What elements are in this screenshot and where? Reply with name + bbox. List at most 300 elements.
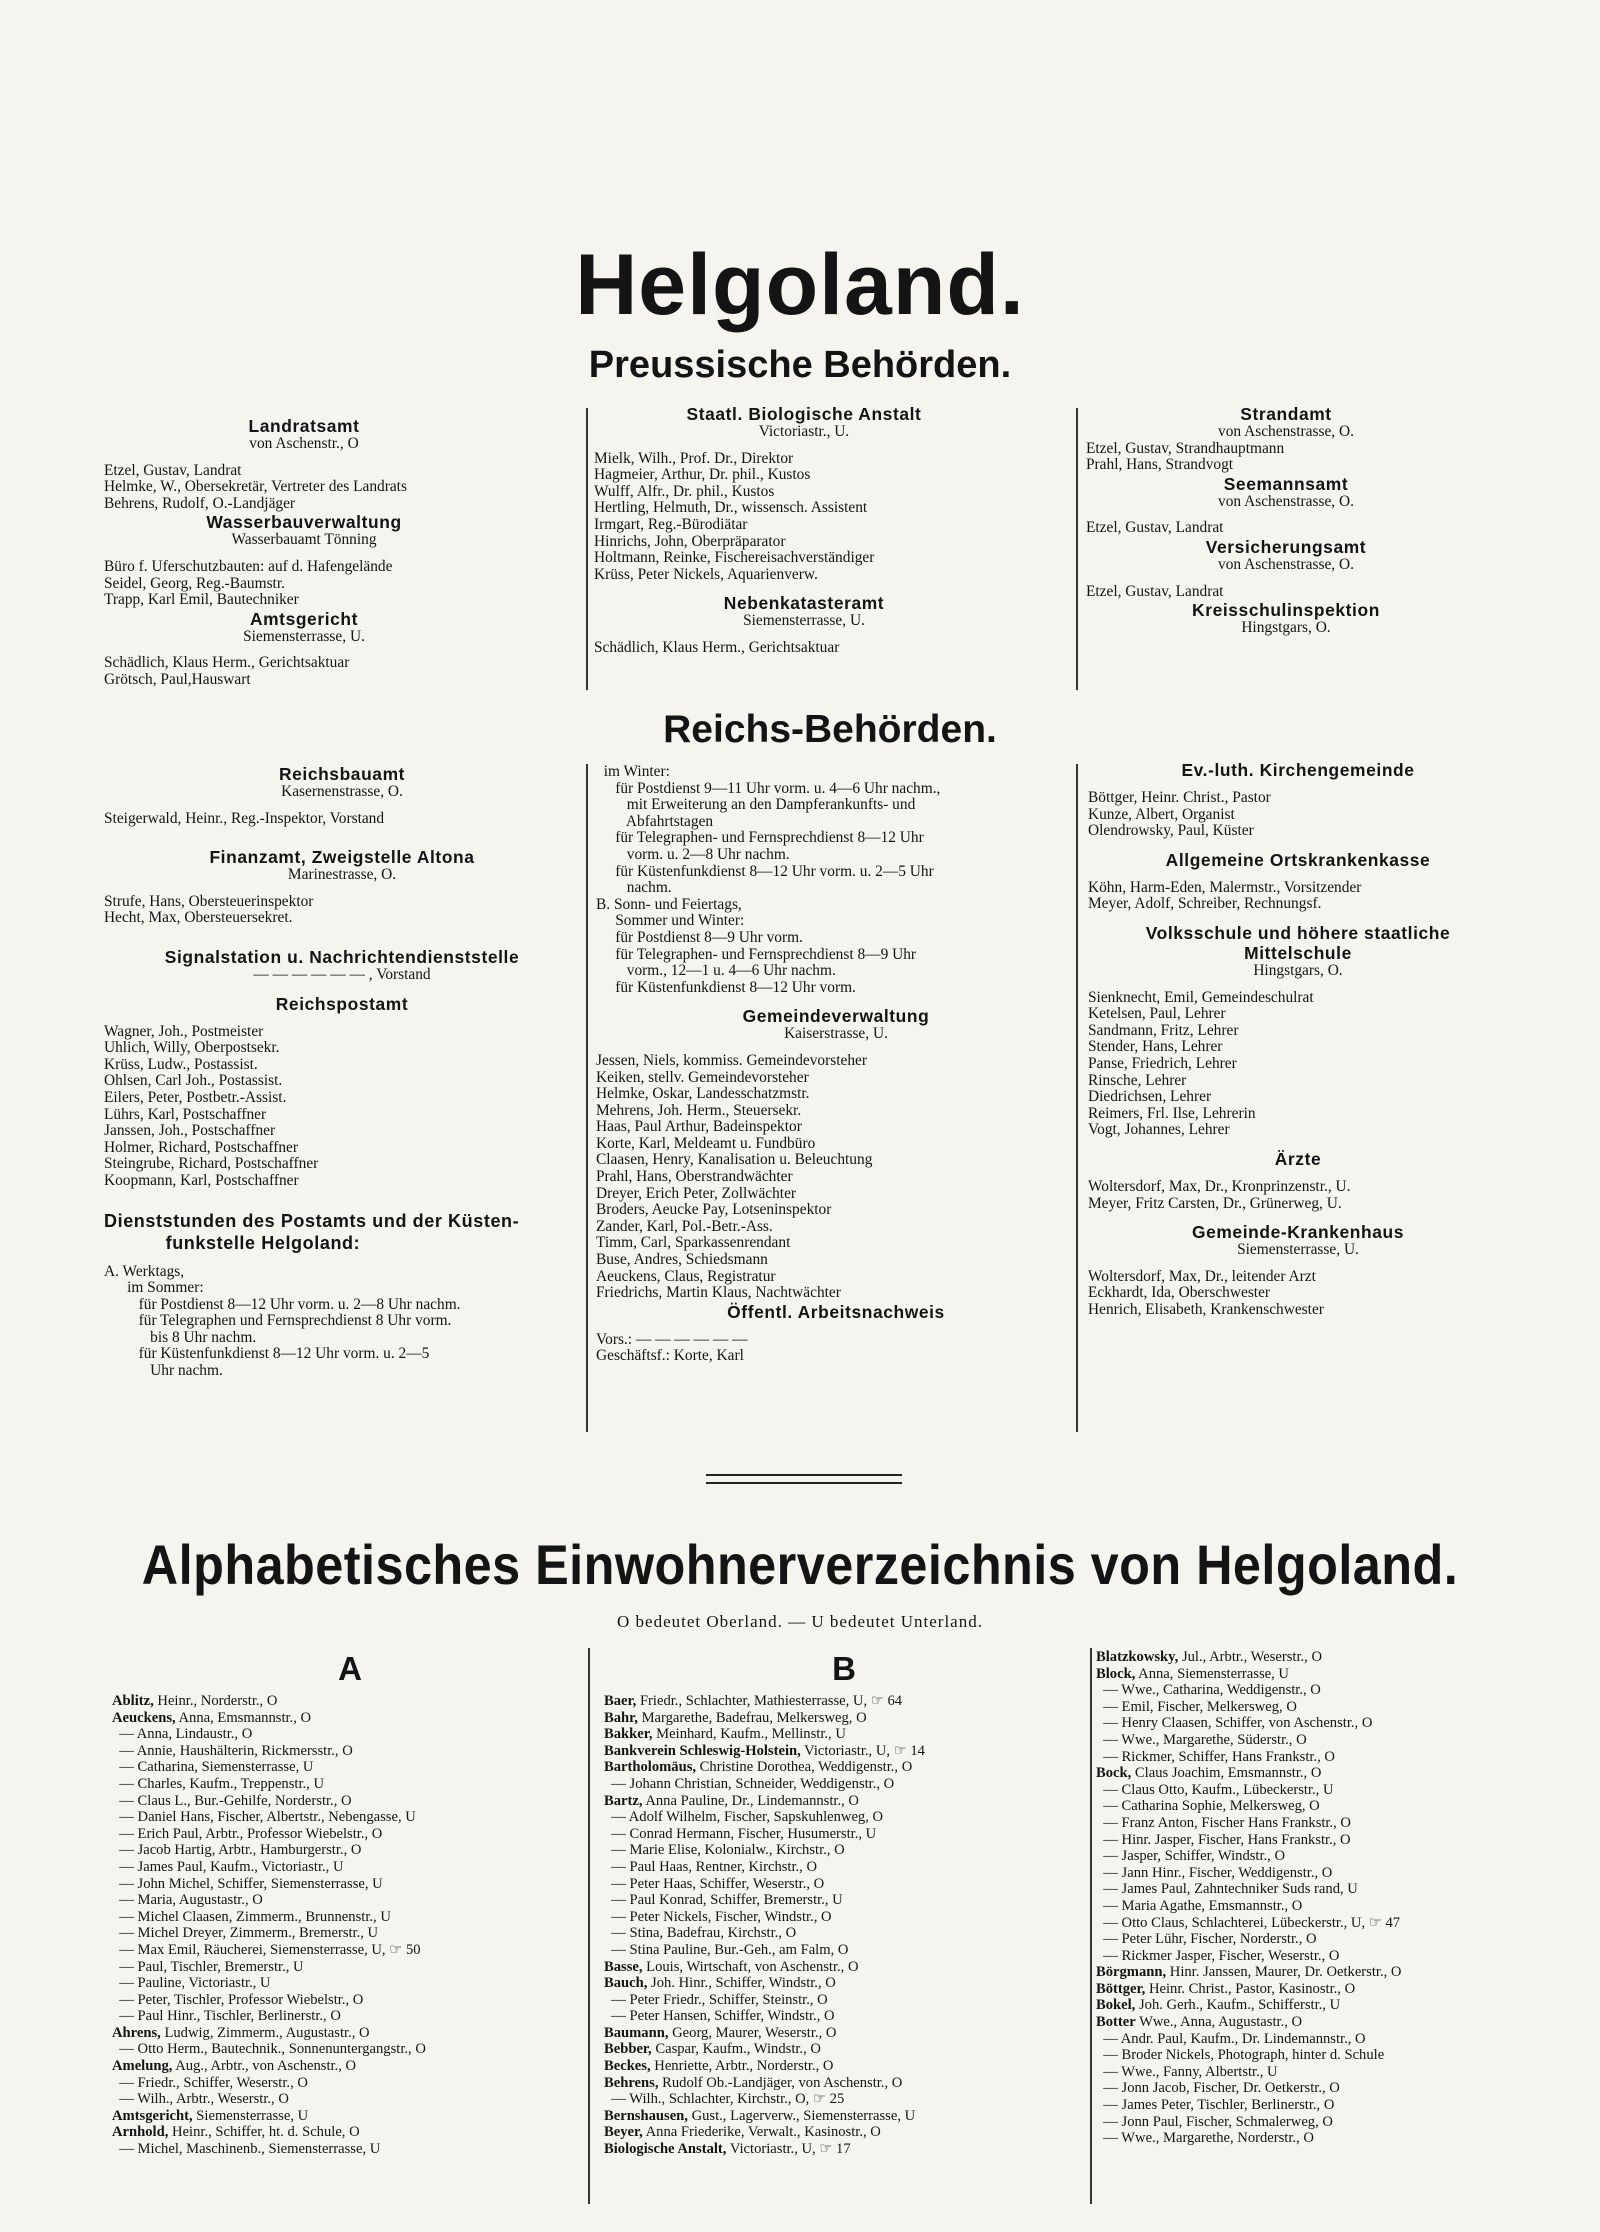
entry-surname: Ablitz,: [112, 1693, 154, 1709]
entry-line: für Küstenfunkdienst 8—12 Uhr vorm. u. 2—5 Uhr: [596, 863, 934, 880]
entry-details: Wwe., Anna, Augustastr., O: [1135, 2014, 1303, 2031]
entry-line: für Telegraphen und Fernsprechdienst 8 Uhr vorm.: [104, 1313, 452, 1330]
section-heading: Öffentl. Arbeitsnachweis: [727, 1301, 945, 1322]
entry-line: Trapp, Karl Emil, Bautechniker: [104, 592, 299, 609]
entry-line: Hertling, Helmuth, Dr., wissensch. Assistent: [594, 500, 868, 517]
entry-line: Janssen, Joh., Postschaffner: [104, 1123, 276, 1140]
directory-entry: [604, 1876, 1088, 1893]
spacer: [596, 1043, 1076, 1053]
spacer: [1088, 913, 1508, 923]
entry-details: — Peter Hansen, Schiffer, Windstr., O: [604, 2008, 835, 2025]
section-heading: Reichsbauamt: [278, 764, 406, 784]
directory-entry: [604, 1942, 1088, 1959]
directory-entry: [112, 1959, 584, 1976]
directory-entry: [1096, 1931, 1572, 1948]
section-address: Kaiserstrasse, U.: [784, 1026, 888, 1043]
section-heading: Landratsamt: [248, 416, 360, 436]
spacer: [594, 630, 1014, 640]
spacer: [1088, 1139, 1508, 1149]
entry-line: bis 8 Uhr nachm.: [104, 1329, 257, 1346]
section-address: Hingstgars, O.: [1241, 620, 1331, 637]
entry-details: — Charles, Kaufm., Treppenstr., U: [112, 1775, 325, 1792]
left-lower-column: [104, 764, 580, 1380]
spacer: [104, 645, 504, 655]
entry-details: Siemensterrasse, U: [192, 2107, 309, 2124]
directory-entry: [1096, 1981, 1572, 1998]
entry-line: Wagner, Joh., Postmeister: [104, 1023, 264, 1040]
entry-line: Sommer und Winter:: [596, 913, 745, 930]
directory-entry: [112, 1693, 584, 1710]
directory-entry: [1096, 2097, 1572, 2114]
directory-legend: O bedeutet Oberland. — U bedeutet Unterland.: [617, 1612, 983, 1631]
entry-details: — Peter, Tischler, Professor Wiebelstr., O: [112, 1991, 364, 2008]
entry-details: — Jann Hinr., Fischer, Weddigenstr., O: [1096, 1864, 1333, 1881]
spacer: [1088, 870, 1508, 880]
spacer: [1088, 780, 1508, 790]
entry-details: — Henry Claasen, Schiffer, von Aschenstr., O: [1096, 1715, 1373, 1732]
entry-surname: Bebber,: [604, 2041, 652, 2058]
entry-details: — Erich Paul, Arbtr., Professor Wiebelstr., O: [112, 1825, 383, 1842]
entry-line: für Postdienst 8—9 Uhr vorm.: [596, 929, 803, 946]
entry-line: Etzel, Gustav, Landrat: [1086, 583, 1224, 600]
directory-entry: [112, 1759, 584, 1776]
entry-details: — Wwe., Margarethe, Norderstr., O: [1096, 2130, 1314, 2147]
directory-entry: [1096, 2130, 1572, 2147]
directory-entry: [1096, 1765, 1572, 1782]
entry-line: Timm, Carl, Sparkassenrendant: [596, 1235, 791, 1252]
directory-entry: [604, 1909, 1088, 1926]
directory-entry: [112, 1726, 584, 1743]
directory-entry: [112, 2141, 584, 2158]
entry-details: — James Paul, Kaufm., Victoriastr., U: [112, 1858, 344, 1875]
section-heading: Gemeindeverwaltung: [742, 1006, 930, 1027]
entry-details: Heinr. Christ., Pastor, Kasinostr., O: [1145, 1980, 1356, 1997]
directory-entry: [112, 1892, 584, 1909]
entry-details: Anna, Emsmannstr., O: [175, 1709, 312, 1726]
directory-entry: [604, 2141, 1088, 2158]
middle-lower-column: [596, 764, 1076, 1365]
entry-details: — Adolf Wilhelm, Fischer, Sapskuhlenweg, O: [604, 1809, 884, 1826]
section-heading: Seemannsamt: [1223, 473, 1349, 494]
directory-entry: [1096, 2064, 1572, 2081]
entry-line: Holmer, Richard, Postschaffner: [104, 1139, 298, 1156]
directory-entry: [1096, 1848, 1572, 1865]
entry-details: — James Paul, Zahntechniker Suds rand, U: [1096, 1881, 1358, 1898]
spacer: [104, 549, 504, 559]
directory-entry: [1096, 1782, 1572, 1799]
entry-line: vorm. u. 2—8 Uhr nachm.: [596, 846, 790, 863]
spacer: [104, 801, 580, 811]
entry-surname: Baer,: [604, 1693, 637, 1709]
entry-details: — Wwe., Fanny, Albertstr., U: [1096, 2063, 1278, 2080]
directory-entry: [1096, 2031, 1572, 2048]
section-heading: Strandamt: [1240, 404, 1332, 424]
directory-entry: [1096, 1915, 1572, 1932]
entry-details: Joh. Hinr., Schiffer, Windstr., O: [647, 1975, 836, 1992]
spacer: [104, 984, 580, 994]
directory-entry: [604, 1826, 1088, 1843]
section-heading: Gemeinde-Krankenhaus: [1191, 1222, 1405, 1243]
entry-details: Anna Pauline, Dr., Lindemannstr., O: [642, 1792, 859, 1809]
entry-details: Aug., Arbtr., von Aschenstr., O: [172, 2058, 357, 2075]
directory-entry: [604, 2091, 1088, 2108]
entry-details: — Andr. Paul, Kaufm., Dr. Lindemannstr., O: [1096, 2030, 1366, 2047]
directory-entry: [112, 1743, 584, 1760]
directory-entry: [604, 2075, 1088, 2092]
column-divider-2: [1076, 408, 1078, 690]
entry-details: — Friedr., Schiffer, Weserstr., O: [112, 2074, 308, 2091]
spacer: [1088, 1212, 1508, 1222]
directory-column-b: [604, 1693, 1088, 2158]
directory-entry: [1096, 1898, 1572, 1915]
entry-details: Meinhard, Kaufm., Mellinstr., U: [652, 1726, 846, 1743]
entry-line: im Sommer:: [104, 1280, 204, 1297]
entry-line: Lührs, Karl, Postschaffner: [104, 1106, 267, 1123]
directory-title: Alphabetisches Einwohnerverzeichnis von Helgoland.: [141, 1533, 1459, 1596]
directory-entry: [112, 1793, 584, 1810]
section-address: Victoriastr., U.: [758, 424, 850, 440]
entry-line: Meyer, Fritz Carsten, Dr., Grünerweg, U.: [1088, 1195, 1342, 1212]
spacer: [104, 827, 580, 837]
entry-line: Friedrichs, Martin Klaus, Nachtwächter: [596, 1285, 841, 1302]
directory-entry: [112, 1842, 584, 1859]
entry-line: Prahl, Hans, Strandvogt: [1086, 457, 1234, 474]
directory-entry: [112, 1925, 584, 1942]
entry-details: — Johann Christian, Schneider, Weddigenstr., O: [604, 1775, 895, 1792]
entry-details: — Franz Anton, Fischer Hans Frankstr., O: [1096, 1814, 1351, 1831]
entry-line: im Winter:: [596, 764, 670, 780]
section-address: Marinestrasse, O.: [287, 867, 397, 884]
directory-entry: [112, 2025, 584, 2042]
directory-entry: [112, 2041, 584, 2058]
directory-entry: [1096, 1715, 1572, 1732]
directory-entry: [1096, 1732, 1572, 1749]
entry-details: — Max Emil, Räucherei, Siemensterrasse, U, ☞ 50: [112, 1941, 421, 1958]
entry-details: — Maria, Augustastr., O: [112, 1892, 263, 1909]
directory-entry: [604, 2025, 1088, 2042]
directory-entry: [604, 1992, 1088, 2009]
entry-line: Böttger, Heinr. Christ., Pastor: [1088, 790, 1271, 806]
directory-entry: [1096, 1964, 1572, 1981]
entry-surname: Aeuckens,: [112, 1709, 176, 1726]
section-address: von Aschenstrasse, O.: [1218, 424, 1354, 440]
entry-details: — Claus Otto, Kaufm., Lübeckerstr., U: [1096, 1781, 1334, 1798]
entry-details: Georg, Maurer, Weserstr., O: [668, 2024, 837, 2041]
directory-entry: [604, 1975, 1088, 1992]
entry-line: für Postdienst 9—11 Uhr vorm. u. 4—6 Uhr nachm.,: [596, 780, 941, 797]
directory-entry: [604, 1710, 1088, 1727]
entry-line: Prahl, Hans, Oberstrandwächter: [596, 1169, 793, 1186]
entry-line: vorm., 12—1 u. 4—6 Uhr nachm.: [596, 963, 836, 980]
directory-entry: [112, 1776, 584, 1793]
spacer: [104, 937, 580, 947]
directory-entry: [1096, 1997, 1572, 2014]
entry-line: Rinsche, Lehrer: [1088, 1072, 1187, 1089]
entry-details: — James Peter, Tischler, Berlinerstr., O: [1096, 2097, 1335, 2114]
entry-details: — Peter Nickels, Fischer, Windstr., O: [604, 1908, 832, 1925]
section-heading: Amtsgericht: [249, 608, 359, 629]
entry-line: Hagmeier, Arthur, Dr. phil., Kustos: [594, 467, 811, 484]
entry-line: Buse, Andres, Schiedsmann: [596, 1252, 768, 1269]
entry-details: Caspar, Kaufm., Windstr., O: [651, 2041, 821, 2058]
directory-column-b-cont: [1096, 1649, 1572, 2147]
entry-line: Sienknecht, Emil, Gemeindeschulrat: [1088, 989, 1314, 1006]
entry-line: A. Werktags,: [104, 1263, 185, 1280]
column-divider-4: [1076, 764, 1078, 1432]
entry-surname: Bauch,: [604, 1975, 648, 1992]
section-address: — — — — — — , Vorstand: [253, 966, 431, 983]
middle-upper-column: [594, 404, 1014, 657]
entry-line: Strufe, Hans, Obersteuerinspektor: [104, 893, 314, 910]
spacer: [104, 1254, 580, 1264]
entry-details: — Wilh., Schlachter, Kirchstr., O, ☞ 25: [604, 2091, 845, 2108]
entry-line: für Küstenfunkdienst 8—12 Uhr vorm. u. 2—5: [104, 1346, 430, 1363]
spacer: [104, 837, 580, 847]
entry-line: für Postdienst 8—12 Uhr vorm. u. 2—8 Uhr nachm.: [104, 1296, 461, 1313]
entry-details: — Paul Hinr., Tischler, Berlinerstr., O: [112, 2008, 341, 2025]
spacer: [104, 884, 580, 894]
entry-line: Steingrube, Richard, Postschaffner: [104, 1156, 319, 1173]
entry-details: Louis, Wirtschaft, von Aschenstr., O: [642, 1958, 859, 1975]
entry-line: Diedrichsen, Lehrer: [1088, 1089, 1212, 1106]
entry-details: — Daniel Hans, Fischer, Albertstr., Nebengasse, U: [112, 1809, 416, 1826]
entry-line: Keiken, stellv. Gemeindevorsteher: [596, 1069, 809, 1086]
directory-entry: [604, 1809, 1088, 1826]
section-address: von Aschenstrasse, O.: [1218, 493, 1354, 510]
section-heading: Wasserbauverwaltung: [206, 512, 402, 533]
entry-surname: Baumann,: [604, 2024, 669, 2041]
entry-line: Helmke, W., Obersekretär, Vertreter des Landrats: [104, 479, 407, 496]
entry-line: Reimers, Frl. Ilse, Lehrerin: [1088, 1105, 1256, 1122]
entry-details: Hinr. Janssen, Maurer, Dr. Oetkerstr., O: [1166, 1964, 1402, 1981]
entry-details: — Maria Agathe, Emsmannstr., O: [1096, 1897, 1303, 1914]
directory-entry: [1096, 2047, 1572, 2064]
entry-line: Ketelsen, Paul, Lehrer: [1088, 1006, 1226, 1023]
entry-line: nachm.: [596, 880, 672, 897]
spacer: [594, 441, 1014, 451]
directory-entry: [604, 1776, 1088, 1793]
directory-entry: [112, 2124, 584, 2141]
directory-entry: [1096, 1815, 1572, 1832]
entry-surname: Bakker,: [604, 1726, 653, 1743]
directory-entry: [604, 1743, 1088, 1760]
directory-entry: [1096, 1832, 1572, 1849]
section-heading: Nebenkatasteramt: [723, 593, 885, 614]
entry-details: — Stina, Badefrau, Kirchstr., O: [604, 1925, 797, 1942]
entry-line: Meyer, Adolf, Schreiber, Rechnungsf.: [1088, 896, 1322, 913]
entry-line: Büro f. Uferschutzbauten: auf d. Hafengelände: [104, 558, 393, 575]
spacer: [596, 996, 1076, 1006]
entry-line: Krüss, Peter Nickels, Aquarienverw.: [594, 566, 818, 583]
entry-details: — Peter Friedr., Schiffer, Steinstr., O: [604, 1991, 828, 2008]
entry-line: Broders, Aeucke Pay, Lotseninspektor: [596, 1202, 832, 1219]
entry-surname: Block,: [1096, 1665, 1136, 1682]
entry-details: Friedr., Schlachter, Mathiesterrasse, U, ☞ 64: [636, 1693, 903, 1709]
entry-line: Claasen, Henry, Kanalisation u. Beleuchtung: [596, 1152, 873, 1169]
entry-details: — Claus L., Bur.-Gehilfe, Norderstr., O: [112, 1792, 352, 1809]
entry-surname: Bahr,: [604, 1709, 638, 1726]
entry-details: — Stina Pauline, Bur.-Geh., am Falm, O: [604, 1941, 849, 1958]
entry-surname: Beyer,: [604, 2124, 643, 2141]
entry-line: Schädlich, Klaus Herm., Gerichtsaktuar: [104, 655, 350, 672]
spacer: [1088, 1259, 1508, 1269]
directory-entry: [112, 1826, 584, 1843]
entry-line: Grötsch, Paul,Hauswart: [104, 671, 251, 688]
reichs-behoerden-title: Reichs-Behörden.: [663, 708, 997, 751]
directory-entry: [604, 2008, 1088, 2025]
column-divider-6: [1090, 1648, 1092, 2204]
entry-line: Koopmann, Karl, Postschaffner: [104, 1172, 299, 1189]
entry-details: — Wilh., Arbtr., Weserstr., O: [112, 2091, 289, 2108]
entry-details: Victoriastr., U, ☞ 17: [726, 2141, 851, 2158]
left-upper-column: [104, 416, 504, 689]
spacer: [1086, 510, 1486, 520]
entry-line: Geschäftsf.: Korte, Karl: [596, 1348, 744, 1365]
entry-details: — Jacob Hartig, Arbtr., Hamburgerstr., O: [112, 1842, 362, 1859]
spacer: [596, 1322, 1076, 1332]
entry-line: Olendrowsky, Paul, Küster: [1088, 823, 1254, 840]
directory-entry: [604, 1892, 1088, 1909]
section-address: Kasernenstrasse, O.: [281, 784, 403, 800]
letter-b-heading: B: [832, 1650, 856, 1687]
section-heading: Versicherungsamt: [1205, 536, 1367, 557]
entry-details: — Michel Claasen, Zimmerm., Brunnenstr., U: [112, 1908, 391, 1925]
directory-entry: [112, 1992, 584, 2009]
entry-details: Joh. Gerh., Kaufm., Schifferstr., U: [1135, 1997, 1341, 2014]
entry-line: Vogt, Johannes, Lehrer: [1088, 1122, 1230, 1139]
entry-line: Woltersdorf, Max, Dr., leitender Arzt: [1088, 1268, 1316, 1285]
entry-details: — Paul Konrad, Schiffer, Bremerstr., U: [604, 1892, 843, 1909]
entry-details: — Rickmer, Schiffer, Hans Frankstr., O: [1096, 1748, 1335, 1765]
section-heading: Ev.-luth. Kirchengemeinde: [1181, 760, 1415, 780]
entry-line: Irmgart, Reg.-Bürodiätar: [594, 516, 748, 533]
spacer: [104, 927, 580, 937]
entry-line: Uhr nachm.: [104, 1363, 223, 1380]
spacer: [1088, 1169, 1508, 1179]
section-heading: Kreisschulinspektion: [1192, 600, 1380, 621]
entry-surname: Botter: [1096, 2014, 1136, 2031]
entry-line: Holtmann, Reinke, Fischereisachverständiger: [594, 550, 875, 567]
entry-surname: Böttger,: [1096, 1980, 1146, 1997]
entry-surname: Bokel,: [1096, 1997, 1136, 2014]
entry-details: — Anna, Lindaustr., O: [112, 1726, 253, 1743]
directory-entry: [604, 1693, 1088, 1710]
section-address: von Aschenstrasse, O.: [1218, 556, 1354, 573]
spacer: [1088, 980, 1508, 990]
directory-entry: [112, 1909, 584, 1926]
entry-details: Gust., Lagerverw., Siemensterrasse, U: [687, 2107, 916, 2124]
directory-entry: [1096, 2114, 1572, 2131]
entry-details: — Conrad Hermann, Fischer, Husumerstr., U: [604, 1825, 877, 1842]
entry-details: — Peter Lühr, Fischer, Norderstr., O: [1096, 1931, 1317, 1948]
directory-entry: [1096, 1666, 1572, 1683]
directory-entry: [112, 1859, 584, 1876]
spacer: [104, 1014, 580, 1024]
entry-line: Vors.: — — — — — —: [596, 1331, 748, 1348]
directory-entry: [1096, 2080, 1572, 2097]
directory-entry: [604, 1726, 1088, 1743]
spacer: [104, 453, 504, 463]
hours-heading: Dienststunden des Postamts und der Küsten-: [104, 1210, 520, 1231]
entry-line: Eilers, Peter, Postbetr.-Assist.: [104, 1089, 287, 1106]
entry-details: — Michel, Maschinenb., Siemensterrasse, U: [112, 2141, 381, 2158]
entry-details: — John Michel, Schiffer, Siemensterrasse, U: [112, 1875, 383, 1892]
entry-line: Hinrichs, John, Oberpräparator: [594, 533, 786, 550]
entry-details: — Rickmer Jasper, Fischer, Weserstr., O: [1096, 1947, 1340, 1964]
directory-entry: [1096, 1649, 1572, 1666]
directory-column-a: [112, 1693, 584, 2158]
entry-line: Steigerwald, Heinr., Reg.-Inspektor, Vorstand: [104, 810, 385, 827]
section-heading: Allgemeine Ortskrankenkasse: [1165, 849, 1431, 870]
entry-details: — Emil, Fischer, Melkersweg, O: [1096, 1698, 1297, 1715]
entry-details: — Otto Claus, Schlachterei, Lübeckerstr., U, ☞ 47: [1096, 1914, 1401, 1931]
entry-details: — Paul, Tischler, Bremerstr., U: [112, 1958, 304, 1975]
section-heading: Signalstation u. Nachrichtendienststelle: [164, 946, 520, 967]
directory-entry: [1096, 1865, 1572, 1882]
section-address: Siemensterrasse, U.: [1237, 1242, 1359, 1259]
section-heading: Mittelschule: [1244, 942, 1352, 963]
entry-line: Dreyer, Erich Peter, Zollwächter: [596, 1185, 797, 1202]
entry-details: Anna Friederike, Verwalt., Kasinostr., O: [642, 2124, 881, 2141]
entry-line: Ohlsen, Carl Joh., Postassist.: [104, 1073, 283, 1090]
entry-line: Mehrens, Joh. Herm., Steuersekr.: [596, 1102, 802, 1119]
column-divider-3: [586, 764, 588, 1432]
spacer: [1086, 574, 1486, 584]
entry-line: Sandmann, Fritz, Lehrer: [1088, 1022, 1239, 1039]
directory-entry: [604, 2041, 1088, 2058]
directory-entry: [604, 1925, 1088, 1942]
directory-entry: [1096, 1798, 1572, 1815]
entry-surname: Bartz,: [604, 1792, 643, 1809]
entry-surname: Amtsgericht,: [112, 2107, 193, 2124]
section-heading: Ärzte: [1274, 1148, 1322, 1169]
directory-entry: [1096, 2014, 1572, 2031]
directory-entry: [604, 1959, 1088, 1976]
directory-entry: [604, 2108, 1088, 2125]
section-heading: Finanzamt, Zweigstelle Altona: [209, 847, 475, 868]
entry-line: für Telegraphen- und Fernsprechdienst 8—12 Uhr: [596, 830, 924, 847]
section-address: von Aschenstr., O: [249, 436, 359, 452]
entry-line: Etzel, Gustav, Landrat: [1086, 520, 1224, 537]
entry-line: Woltersdorf, Max, Dr., Kronprinzenstr., U.: [1088, 1178, 1351, 1195]
entry-surname: Ahrens,: [112, 2024, 161, 2041]
directory-entry: [604, 1793, 1088, 1810]
entry-surname: Behrens,: [604, 2074, 659, 2091]
entry-surname: Arnhold,: [112, 2124, 169, 2141]
entry-line: Etzel, Gustav, Strandhauptmann: [1086, 440, 1285, 457]
entry-line: Krüss, Ludw., Postassist.: [104, 1056, 258, 1073]
directory-entry: [1096, 1749, 1572, 1766]
entry-details: — Annie, Haushälterin, Rickmersstr., O: [112, 1742, 353, 1759]
column-divider-1: [586, 408, 588, 690]
directory-entry: [112, 1942, 584, 1959]
entry-details: — Catharina, Siemensterrasse, U: [112, 1759, 314, 1776]
entry-details: — Wwe., Margarethe, Süderstr., O: [1096, 1731, 1307, 1748]
entry-line: Jessen, Niels, kommiss. Gemeindevorsteher: [596, 1052, 867, 1069]
entry-details: Rudolf Ob.-Landjäger, von Aschenstr., O: [658, 2074, 903, 2091]
entry-details: — Otto Herm., Bautechnik., Sonnenuntergangstr., O: [112, 2041, 426, 2058]
entry-details: Anna, Siemensterrasse, U: [1135, 1665, 1289, 1682]
entry-line: Korte, Karl, Meldeamt u. Fundbüro: [596, 1135, 816, 1152]
entry-line: Aeuckens, Claus, Registratur: [596, 1268, 776, 1285]
directory-entry: [112, 1710, 584, 1727]
entry-line: Eckhardt, Ida, Oberschwester: [1088, 1285, 1271, 1302]
entry-details: — Jonn Jacob, Fischer, Dr. Oetkerstr., O: [1096, 2080, 1340, 2097]
right-upper-column: [1086, 404, 1486, 637]
entry-line: Stender, Hans, Lehrer: [1088, 1039, 1223, 1056]
entry-surname: Basse,: [604, 1958, 643, 1975]
section-address: Siemensterrasse, U.: [743, 613, 865, 630]
